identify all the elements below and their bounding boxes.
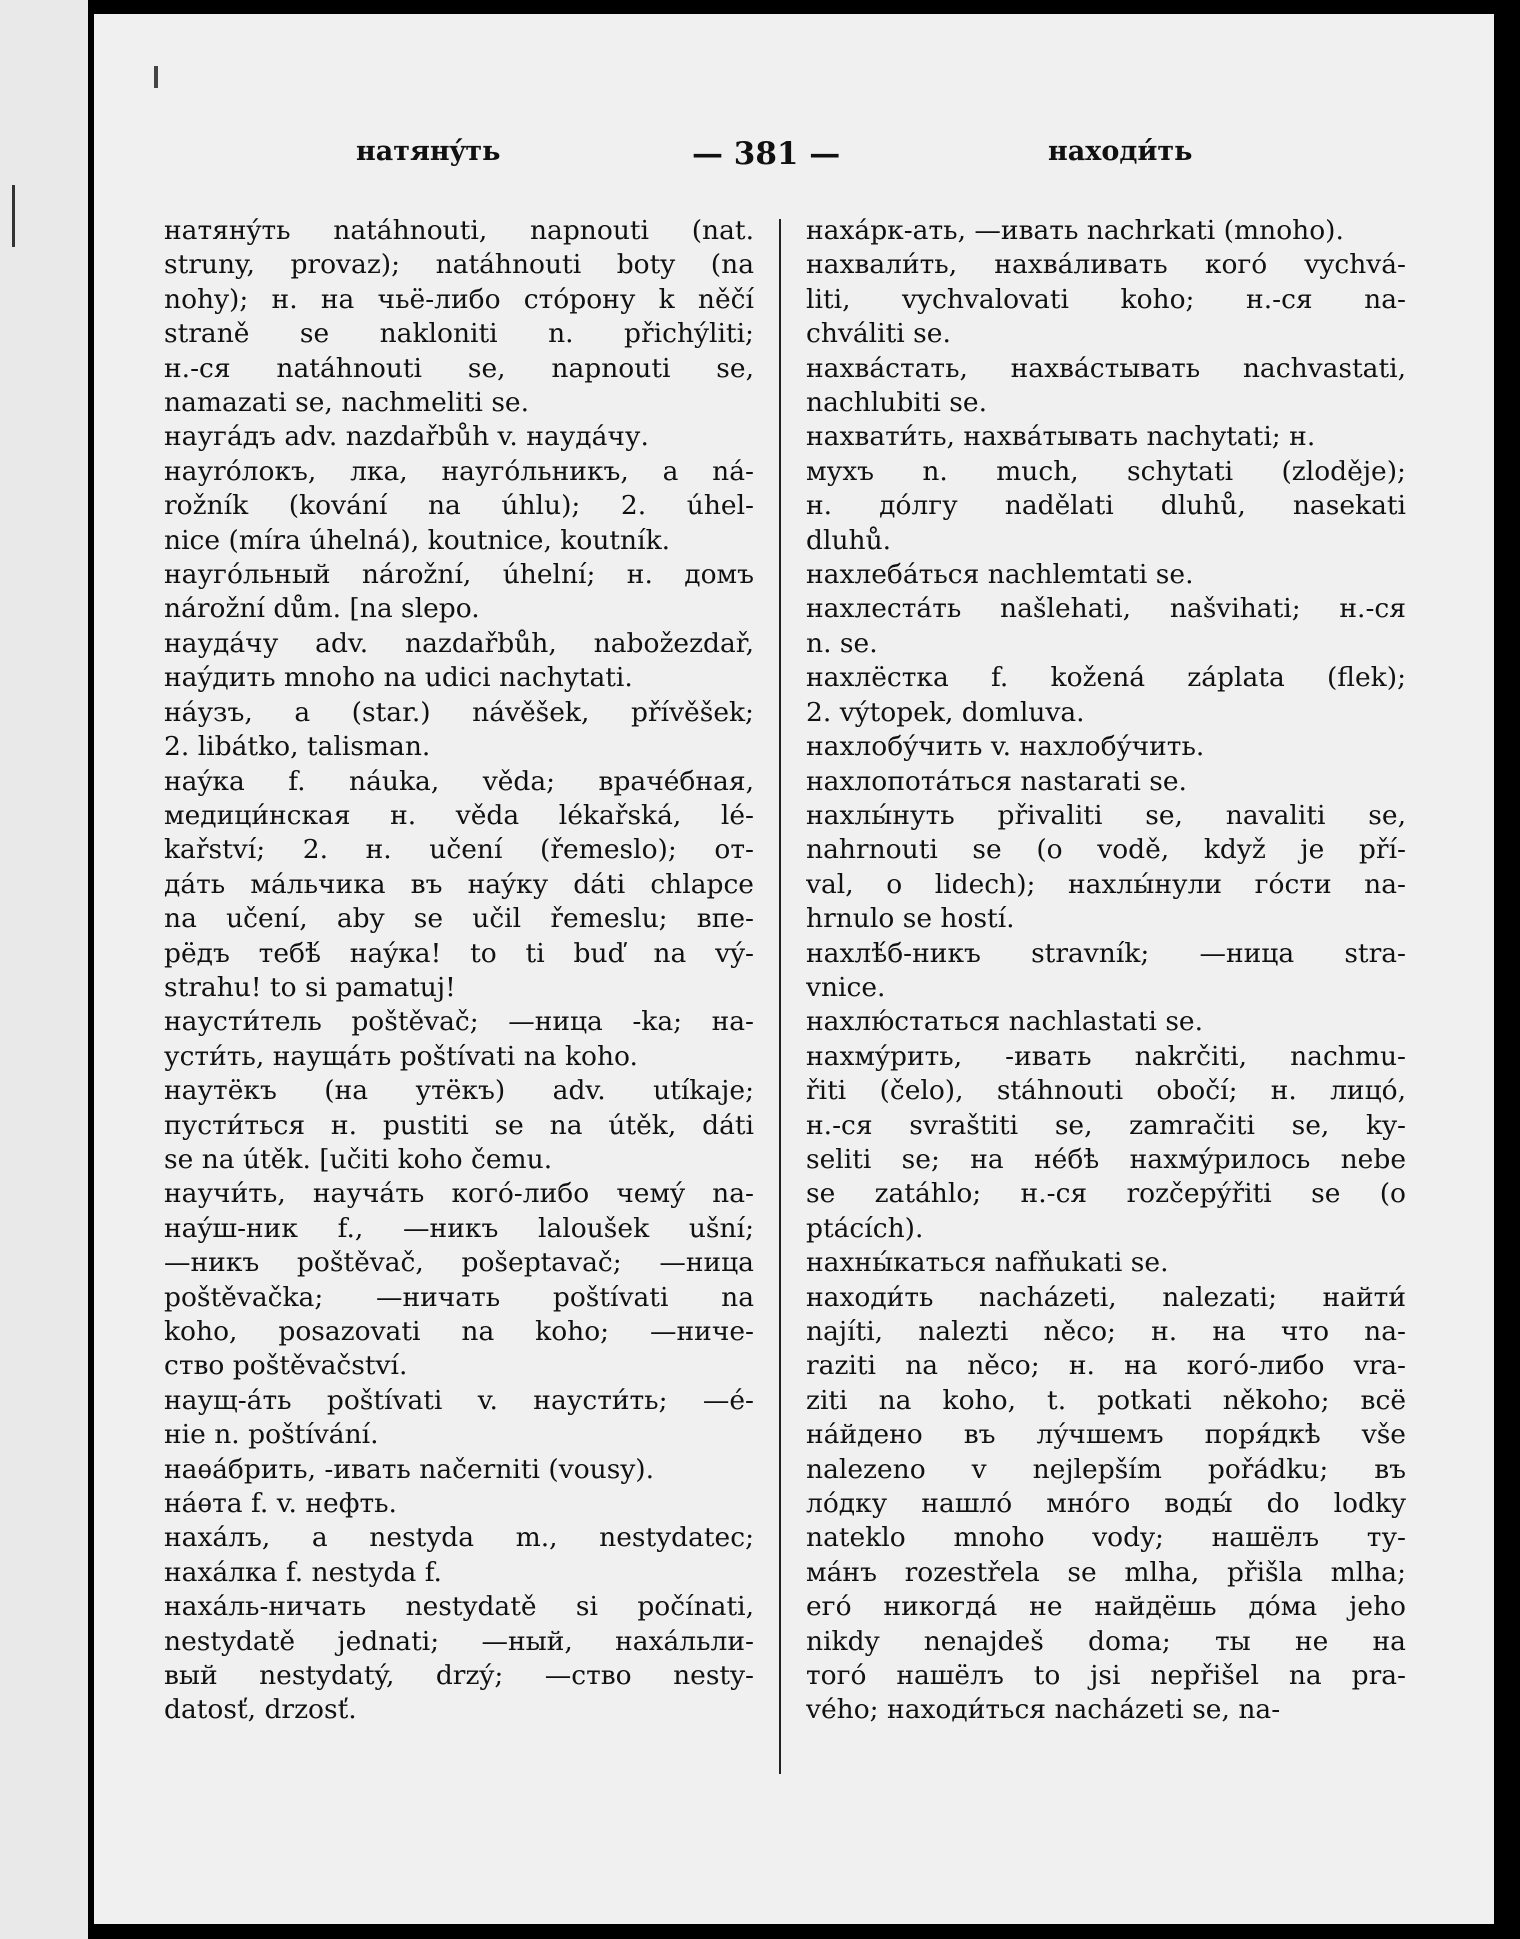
right-column-line: егó никогдá не найдёшь дóма jeho [806,1591,1406,1623]
right-column-line: řiti (čelo), stáhnouti obočí; н. лицó, [806,1075,1406,1107]
right-column-line: нахлѣ́б-никъ stravník; —ница stra- [806,937,1406,969]
left-column-line: namazati se, nachmeliti se. [164,387,530,419]
right-column-line: nikdy nenajdeš doma; ты не на [806,1625,1406,1657]
left-column-line: nice (míra úhelná), koutnice, koutník. [164,524,671,556]
left-column-line: koho, posazovati na koho; —ниче- [164,1316,754,1347]
right-column-line: нахлопотáться nastarati se. [806,765,1187,797]
right-column-line: n. se. [806,627,878,659]
left-column-line: nestydatě jednati; —ный, нахáльли- [164,1625,754,1657]
left-column-line: медици́нская н. věda lékařská, lé- [164,799,754,831]
column-divider [779,219,781,1774]
right-column-line: chváliti se. [806,318,951,350]
right-column-line: мáнъ rozestřela se mlha, přišla mlha; [806,1556,1406,1588]
right-column-line: nalezeno v nejlepším pořádku; въ [806,1453,1406,1485]
right-column-line: нахлестáть našlehati, našvihati; н.-ся [806,593,1406,625]
left-column-line: 2. libátko, talisman. [164,731,431,763]
right-column-line: тогó нашёлъ to jsi nepřišel na pra- [806,1660,1406,1692]
right-column-line: находи́ть nacházeti, nalezati; найти́ [806,1281,1406,1313]
scan-speck [154,66,158,88]
right-column-line: dluhů. [806,524,892,556]
page-number: — 381 — [692,136,841,172]
left-column-line: рёдъ тебѣ́ наýка! to ti buď na vý- [164,937,754,969]
right-column [806,214,1406,1728]
spine-mark [12,185,15,247]
right-column-line: najíti, nalezti něco; н. на что na- [806,1316,1406,1347]
adjacent-page-edge [0,0,88,1939]
left-column-line: strahu! to si pamatuj! [164,971,456,1003]
right-column-line: нахлобýчить v. нахлобýчить. [806,731,1205,763]
left-column [164,214,754,1728]
left-column-line: datosť, drzosť. [164,1694,357,1726]
right-column-line: hrnulo se hostí. [806,903,1015,935]
right-column-line: vého; находи́ться nacházeti se, na- [806,1694,1281,1726]
left-column-line: struny, provaz); natáhnouti boty (na [164,249,754,281]
left-column-line: нахáлка f. nestyda f. [164,1556,442,1588]
left-column-line: вый nestydatý, drzý; —ство nesty- [164,1660,754,1692]
right-column-line: н. дóлгу nadělati dluhů, nasekati [806,490,1406,522]
left-column-line: нáузъ, a (star.) návěšek, přívěšek; [164,696,754,728]
right-column-line: seliti se; на нéбѣ нахмýрилось nebe [806,1143,1406,1175]
left-column-line: наугáдъ adv. nazdařbůh v. наудáчу. [164,421,649,453]
right-column-line: нáйдено въ лýчшемъ поря́дкѣ vše [806,1419,1406,1451]
right-column-line: нахлебáться nachlemtati se. [806,559,1194,591]
left-column-line: научи́ть, научáть когó-либо чемý na- [164,1178,754,1210]
right-column-line: лóдку нашлó мнóго воды́ do lodky [806,1488,1406,1520]
left-column-line: наýдить mnoho na udici nachytati. [164,662,633,694]
right-column-line: raziti na něco; н. на когó-либо vra- [806,1350,1406,1382]
left-column-line: наудáчу adv. nazdařbůh, nabožezdař, [164,627,754,659]
right-column-line: 2. výtopek, domluva. [806,696,1085,728]
left-column-line: na učení, aby se učil řemeslu; впе- [164,903,754,935]
right-column-line: nachlubiti se. [806,387,988,419]
right-column-line: н.-ся svraštiti se, zamračiti se, ky- [806,1109,1406,1141]
right-column-line: нахлю́статься nachlastati se. [806,1006,1204,1038]
left-column-line: —никъ poštěvač, pošeptavač; —ница [164,1247,754,1279]
left-column-line: наýш-ник f., —никъ laloušek ušní; [164,1212,754,1244]
right-column-line: нахáрк-ать, —ивать nachrkati (mnoho). [806,215,1344,246]
running-head-first-entry: натянýть [356,136,501,167]
left-column-line: ніе n. poštívání. [164,1419,379,1451]
right-column-line: ptácích). [806,1212,924,1244]
right-column-line: нахлёстка f. kožená záplata (flek); [806,662,1406,694]
left-column-line: ство poštěvačství. [164,1350,408,1382]
right-column-line: ziti na koho, t. potkati někoho; всё [806,1384,1406,1416]
left-column-line: усти́ть, наущáть poštívati na koho. [164,1040,638,1072]
left-column-line: н.-ся natáhnouti se, napnouti se, [164,352,754,384]
left-column-line: nárožní dům. [na slepo. [164,593,480,625]
right-column-line: нахмýрить, -ивать nakrčiti, nachmu- [806,1040,1406,1072]
left-column-line: наусти́тель poštěvač; —ница -ka; на- [164,1006,754,1038]
left-column-line: kařství; 2. н. učení (řemeslo); от- [164,834,754,866]
right-column-line: нахвáстать, нахвáстывать nachvastati, [806,352,1406,384]
left-column-line: натянýть natáhnouti, napnouti (nat. [164,215,754,246]
right-column-line: nahrnouti se (o vodě, když je pří- [806,834,1406,866]
right-column-line: vnice. [806,971,886,1003]
right-column-line: нахвали́ть, нахвáливать когó vychvá- [806,249,1406,281]
right-column-line: se zatáhlo; н.-ся rozčepýřiti se (o [806,1178,1406,1210]
left-column-line: se na útěk. [učiti koho čemu. [164,1143,553,1175]
left-column-line: nohy); н. на чьё-либо стóрону k něčí [164,283,754,315]
dictionary-page [94,14,1494,1924]
left-column-line: наýка f. náuka, věda; врачéбная, [164,765,754,797]
right-column-line: мухъ n. much, schytati (zloděje); [806,455,1406,487]
left-column-line: нáѳта f. v. нефть. [164,1488,397,1520]
left-column-line: пусти́ться н. pustiti se na útěk, dáti [164,1109,754,1141]
right-column-line: nateklo mnoho vody; нашёлъ ту- [806,1522,1406,1554]
left-column-line: наѳáбрить, -ивать načerniti (vousy). [164,1453,655,1485]
right-column-line: нахны́каться nafňukati se. [806,1247,1169,1279]
left-column-line: науróлокъ, лка, наугóльникъ, a ná- [164,455,754,487]
left-column-line: наутёкъ (на утёкъ) adv. utíkaje; [164,1075,754,1107]
left-column-line: poštěvačka; —ничать poštívati na [164,1281,754,1313]
left-column-line: дáть мáльчика въ наýку dáti chlapce [164,868,754,900]
running-head-last-entry: находи́ть [1048,136,1193,167]
left-column-line: нахáль-ничать nestydatě si počínati, [164,1591,754,1623]
left-column-line: наущ-áть poštívati v. наусти́ть; —é- [164,1384,754,1416]
left-column-line: наугóльный nárožní, úhelní; н. домъ [164,559,754,591]
right-column-line: нахлы́нуть přivaliti se, navaliti se, [806,799,1406,831]
right-column-line: liti, vychvalovati koho; н.-ся na- [806,283,1406,315]
left-column-line: rožník (kování na úhlu); 2. úhel- [164,490,754,522]
right-column-line: нахвати́ть, нахвáтывать nachytati; н. [806,421,1316,453]
right-column-line: val, o lidech); нахлы́нули гóсти na- [806,868,1406,900]
left-column-line: нахáлъ, a nestyda m., nestydatec; [164,1522,754,1554]
left-column-line: straně se nakloniti n. přichýliti; [164,318,754,350]
